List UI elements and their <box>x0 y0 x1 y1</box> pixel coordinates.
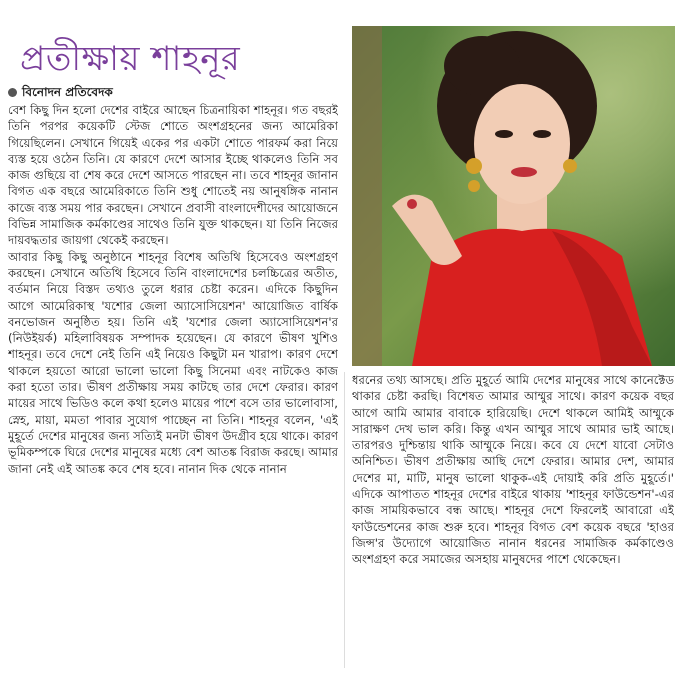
byline <box>8 84 338 100</box>
article-column-left <box>8 102 338 668</box>
byline-text: বিনোদন প্রতিবেদক <box>22 85 113 99</box>
actress-photo <box>352 26 675 366</box>
left-paragraph-1: বেশ কিছু দিন হলো দেশের বাইরে আছেন চিত্রনায়িকা শাহনূর। গত বছরই তিনি পরপর কয়েকটি স্টেজ শোতে অংশগ্রহনের জন্য আমেরিকা গিয়েছিলেন। সেখানে গিয়েই একের পর একটা শোতে পারফর্ম করা নিয়ে ব্যস্ত হয়ে ওঠেন তিনি। যে কারণে দেশে আসার ইচ্ছে থাকলেও তিনি সব কাজ গুছিয়ে বা শেষ করে দেশে আসতে পারছেন না। তবে শাহনূর জানান বিগত এক বছরে আমেরিকাতে তিনি শুধু শোতেই নয় আনুষঙ্গিক নানান কাজে ব্যস্ত সময় পার করছেন। সেখানে প্রবাসী বাংলাদেশীদের আয়োজনে বিভিন্ন সামাজিক কর্মকাণ্ডের সাথেও তিনি যুক্ত থাকছেন। যা তিনি নিজের দায়বদ্ধতার জায়গা থেকেই করছেন। <box>8 103 338 248</box>
column-divider <box>344 372 345 668</box>
article-headline: প্রতীক্ষায় শাহনূর <box>20 38 241 79</box>
article-column-right <box>352 372 674 668</box>
bullet-icon <box>8 88 17 97</box>
left-paragraph-2: আবার কিছু কিছু অনুষ্ঠানে শাহনূর বিশেষ অতিথি হিসেবেও অংশগ্রহণ করছেন। সেখানে অতিথি হিসেবে তিনি বাংলাদেশের চলচ্চিত্রের অতীত, বর্তমান নিয়ে বিস্তদ তথ্যও তুলে ধরার চেষ্টা করেন। এদিকে কিছুদিন আগে আমেরিকাস্থ 'যশোর জেলা অ্যাসোসিয়েশন' আয়োজিত বার্ষিক বনভোজন অনুষ্ঠিত হয়। তিনি এই 'যশোর জেলা অ্যাসোসিয়েশন'র (নিউইয়র্ক) মহিলাবিষয়ক সম্পাদক হয়েছেন। যে কারণে ভীষণ খুশিও শাহনূর। তবে দেশে নেই তিনি এই নিয়েও কিছুটা মন খারাপ। কারণ দেশে থাকলে হয়তো আরো ভালো ভালো কিছু সিনেমা এবং নাটকেও কাজ করা হতো তার। ভীষণ প্রতীক্ষায় সময় কাটছে তার দেশে ফেরার। কারণ মায়ের সাথে ভিডিও কলে কথা হলেও মায়ের পাশে বসে তার ভালোবাসা, স্নেহ, মায়া, মমতা পাবার সুযোগ পাচ্ছেন না তিনি। শাহনূর বলেন, 'এই মুহূর্তে দেশের মানুষের জন্য সত্যিই মনটা ভীষণ উদগ্রীব হয়ে থাকে। কারণ ভূমিকম্পকে ঘিরে দেশের মানুষের মধ্যে বেশ আতঙ্ক বিরাজ করছে। আমার জানা নেই এই আতঙ্ক কবে শেষ হবে। নানান দিক থেকে নানান <box>8 249 338 476</box>
right-paragraph-1: ধরনের তথ্য আসছে। প্রতি মুহূর্তে আমি দেশের মানুষের সাথে কানেক্টেড থাকার চেষ্টা করছি। বিশেষত আমার আম্মুর সাথে। কারণ কয়েক বছর আগে আমি আমার বাবাকে হারিয়েছি। দেশে থাকলে আমিই আম্মুকে সারাক্ষণ দেখ ভাল করি। কিন্তু এখন আম্মুর সাথে আমার ভাই আছে। তারপরও দুশ্চিন্তায় থাকি আম্মুকে নিয়ে। কবে যে দেশে যাবো সেটাও অনিশ্চিত। ভীষণ প্রতীক্ষায় আছি দেশে ফেরার। আমার দেশ, আমার দেশের মা, মাটি, মানুষ ভালো থাকুক-এই দোয়াই করি প্রতি মুহূর্তে।' এদিকে আপাতত শাহনূর দেশের বাইরে থাকায় 'শাহনূর ফাউন্ডেশন'-এর কাজ সাময়িকভাবে বন্ধ আছে। শাহনূর দেশে ফিরলেই আবারো এই ফাউন্ডেশনের কাজ শুরু হবে। শাহনূর বিগত বেশ কয়েক বছরে 'হাওর জিন্স'র উদ্যোগে আয়োজিত নানান ধরনের সামাজিক কর্মকাণ্ডেও অংশগ্রহণ করে সমাজের অসহায় মানুষদের পাশে থেকেছেন। <box>352 373 674 567</box>
